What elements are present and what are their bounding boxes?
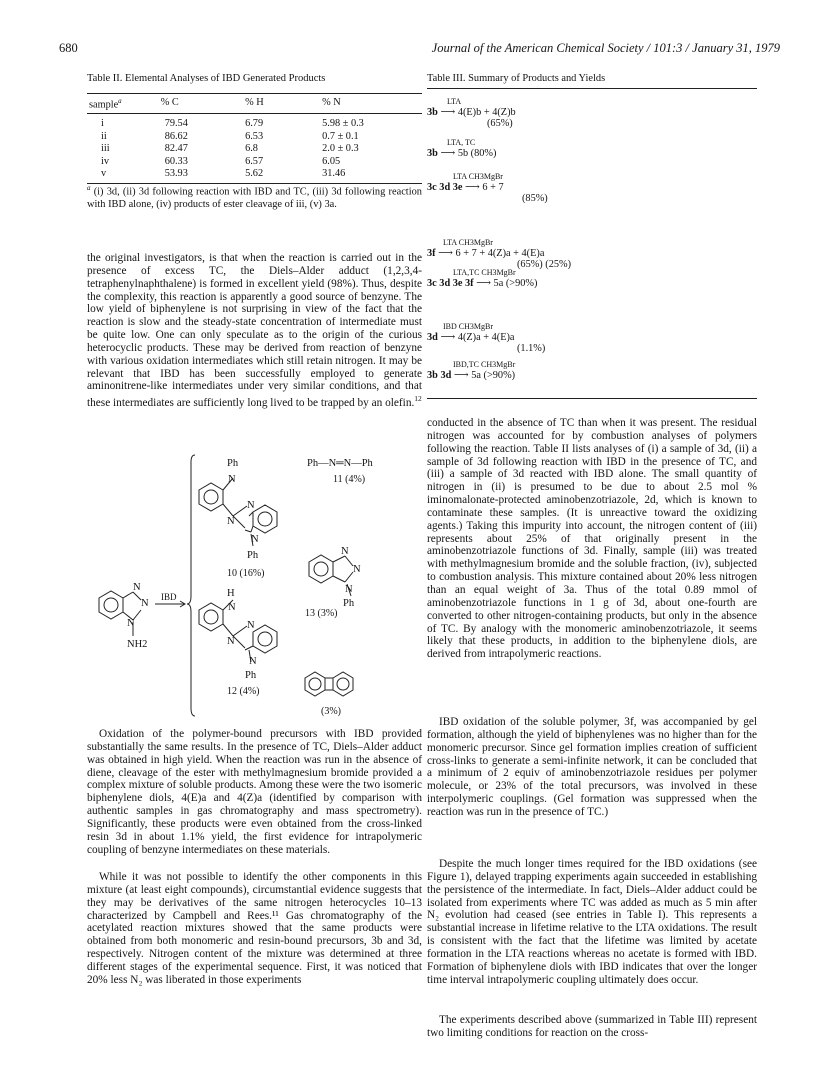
col-hydrogen: % H [241, 94, 318, 114]
compound-12-label: 12 (4%) [227, 686, 260, 697]
table-row: i 79.54 6.79 5.98 ± 0.3 [101, 118, 364, 130]
left-paragraph-3: While it was not possible to identify the other components in this mixture (at least eight compounds), circumstantial evidence suggests that they may be derivatives of the same nitrogen heterocycles 10–13 characterized by Campbell and Rees.¹¹ Gas chromatography of the acetylated reaction mixtures showed that the same products were obtained from both monomeric and resin-bound precursors, 3b and 3d, respectively. Nitrogen content of the mixture was determined at three different stages of the experimental sequence. First, it was noticed that 20% less N₂ was liberated in those experiments [87, 871, 422, 986]
table2-title: Elemental Analyses of IBD Generated Products [125, 73, 326, 84]
reaction-5: LTA,TC CH3MgBr 3c 3d 3e 3f ⟶ 5a (>90%) [427, 268, 538, 289]
col-carbon: % C [161, 94, 241, 114]
biphenylene-yield: (3%) [321, 706, 341, 717]
reaction-4: LTA CH3MgBr 3f ⟶ 6 + 7 + 4(Z)a + 4(E)a (65%) (25%) [427, 238, 572, 270]
left-paragraph-2: Oxidation of the polymer-bound precursors with IBD provided substantially the same results. In the presence of TC, Diels–Alder adduct was obtained in high yield. When the reaction was run in the absence of diene, cleavage of the ester with methylmagnesium bromide provided a complex mixture of soluble products. Among these were the two isomeric biphenylene diols, 4(E)a and 4(Z)a (identified by comparison with authentic samples in gas chromatography and mass spectrometry). Significantly, these products were even obtained from the cross-linked resin 3d in about 1.1% yield, the first evidence for intrapolymeric coupling of benzyne intermediates on these materials. [87, 728, 422, 856]
nh2-label: NH2 [127, 639, 148, 650]
reaction-1: LTA 3b ⟶ 4(E)b + 4(Z)b (65%) [427, 97, 516, 129]
reaction-7: IBD,TC CH3MgBr 3b 3d ⟶ 5a (>90%) [427, 360, 516, 381]
right-paragraph-1: conducted in the absence of TC than when it was present. The residual nitrogen was accounted for by combustion analyses of polymers following the reaction. Table II lists analyses of (i) a sample of 3d, (ii) a sample of 3d following reaction with IBD in the presence of TC, and (iii) a sample of 3d reacted with IBD alone. The small quantity of nitrogen in (ii) is presumed to be due to about 2.5 mol % iminomalonate-protected aminobenzotriazole, 2d, which is known to contaminate these samples. (It is unreactive toward the oxidizing agents.) Taking this impurity into account, the nitrogen content of (iii) represents about 25% of that originally present in the aminobenzotriazole functions of 3d. Finally, sample (iii) was treated with methylmagnesium bromide and the soluble fraction, (iv), subjected to combustion analysis. This mixture contained about 20% less nitrogen than an equal weight of 3a. Thus of the total 0.89 mmol of aminobenzotriazole functions in 1 g of 3d, about one-fourth are converted to other nitrogen-containing products, but only in the absence of TC. By analogy with the monomeric aminobenzotriazole, it seems likely that these products, in addition to the biphenylene diols, are derived from intrapolymeric reactions. [427, 417, 757, 661]
svg-text:N: N [228, 602, 236, 613]
table3-rule-bottom [427, 398, 757, 399]
svg-text:Ph: Ph [343, 598, 355, 609]
ibd-reagent-label: IBD [161, 592, 177, 602]
atom-n: N [141, 598, 149, 609]
table2-footnote: $^a$ (i) 3d, (ii) 3d following reaction with IBD and TC, (iii) 3d following reaction with IBD alone, (iv) products of ester cleavage of iii, (v) 3a. [87, 184, 422, 211]
svg-text:N: N [341, 546, 349, 557]
table-row: iv 60.33 6.57 6.05 [101, 155, 341, 167]
table2-label: Table II. [87, 73, 123, 84]
svg-text:Ph: Ph [245, 670, 257, 681]
reaction-6: IBD CH3MgBr 3d ⟶ 4(Z)a + 4(E)a (1.1%) [427, 322, 546, 354]
svg-text:N: N [251, 534, 259, 545]
atom-n: N [127, 618, 135, 629]
table3-caption: Table III. Summary of Products and Yields [427, 73, 606, 84]
aromatic-circle [104, 598, 118, 612]
atom-n: N [133, 582, 141, 593]
table-row: v 53.93 5.62 31.46 [87, 168, 422, 183]
right-paragraph-4: The experiments described above (summarized in Table III) represent two limiting conditions for reaction on the cross- [427, 1014, 757, 1039]
reaction-scheme [87, 450, 422, 720]
right-paragraph-3: Despite the much longer times required for the IBD oxidations (see Figure 1), delayed trapping experiments again succeeded in establishing the persistence of the intermediate. In fact, Diels–Alder adduct could be isolated from experiments where TC was added as much as 5 min after N₂ evolution had ceased (see entries in Table I). This represents a substantial increase in lifetime relative to the LTA oxidations. The result is consistent with the fact that the lifetime was limited by acetate formation in the LTA reactions whereas no acetate is formed with IBD. Formation of biphenylene diols with IBD indicates that over the longer time interval intrapolymeric coupling ultimately does occur. [427, 858, 757, 986]
svg-text:N: N [249, 656, 257, 667]
benzene-ring [99, 591, 123, 619]
svg-text:N: N [247, 620, 255, 631]
svg-text:N: N [353, 564, 361, 575]
compound-13-label: 13 (3%) [305, 608, 338, 619]
col-nitrogen: % N [318, 94, 422, 114]
svg-text:N: N [228, 474, 236, 485]
table-header-row [87, 94, 422, 114]
compound-11-label: 11 (4%) [333, 474, 366, 485]
table2-caption [87, 73, 422, 84]
svg-text:Ph: Ph [247, 550, 259, 561]
azobenzene-label: Ph—N═N—Ph [307, 458, 373, 469]
svg-text:N: N [247, 500, 255, 511]
table-row: ii 86.62 6.53 0.7 ± 0.1 [101, 130, 359, 142]
reaction-2: LTA, TC 3b ⟶ 5b (80%) [427, 138, 497, 159]
right-paragraph-2: IBD oxidation of the soluble polymer, 3f, was accompanied by gel formation, although the yield of biphenylenes was no higher than for the monomeric precursor. Since gel formation implies creation of sufficient cross-links to generate a semi-infinite network, it can be concluded that a minimum of 2 equiv of aminobenzotriazole residues per polymer molecule, or 23% of the total precursors, was involved in these interpolymeric couplings. (Gel formation was suppressed when the reaction was run in the presence of TC.) [427, 716, 757, 818]
elemental-analysis-table [87, 93, 422, 184]
svg-text:H: H [227, 588, 235, 599]
journal-header: Journal of the American Chemical Society / 101:3 / January 31, 1979 [431, 41, 780, 55]
col-sample: sample$^a$ [87, 94, 161, 114]
svg-text:N: N [227, 516, 235, 527]
table-row: iii 82.47 6.8 2.0 ± 0.3 [101, 143, 359, 155]
table3-rule-top [427, 88, 757, 89]
svg-text:N: N [345, 584, 353, 595]
reaction-3: LTA CH3MgBr 3c 3d 3e ⟶ 6 + 7 (85%) [427, 172, 548, 204]
page-number: 680 [59, 41, 78, 55]
left-paragraph-1: the original investigators, is that when the reaction is carried out in the presence of excess TC, the Diels–Alder adduct (1,2,3,4-tetraphenylnaphthalene) is formed in excellent yield (98%). Thus, despite the complexity, this reaction is apparently a good source of benzyne. The low yield of biphenylene is not surprising in view of the fact that the reaction is slow and the steady-state concentration of intermediate must be quite low. One can only speculate as to the origin of the curious heterocyclic products. These may be derived from reaction of benzyne with various oxidation intermediates which still retain nitrogen. It may be relevant that IBD has been successfully employed to generate aminonitrene-like intermediates under very similar conditions, and that these intermediates are sufficiently long lived to be trapped by an olefin.$^{12}$ [87, 252, 422, 410]
svg-text:N: N [227, 636, 235, 647]
compound-10-label: 10 (16%) [227, 568, 265, 579]
ph-label: Ph [227, 458, 239, 469]
